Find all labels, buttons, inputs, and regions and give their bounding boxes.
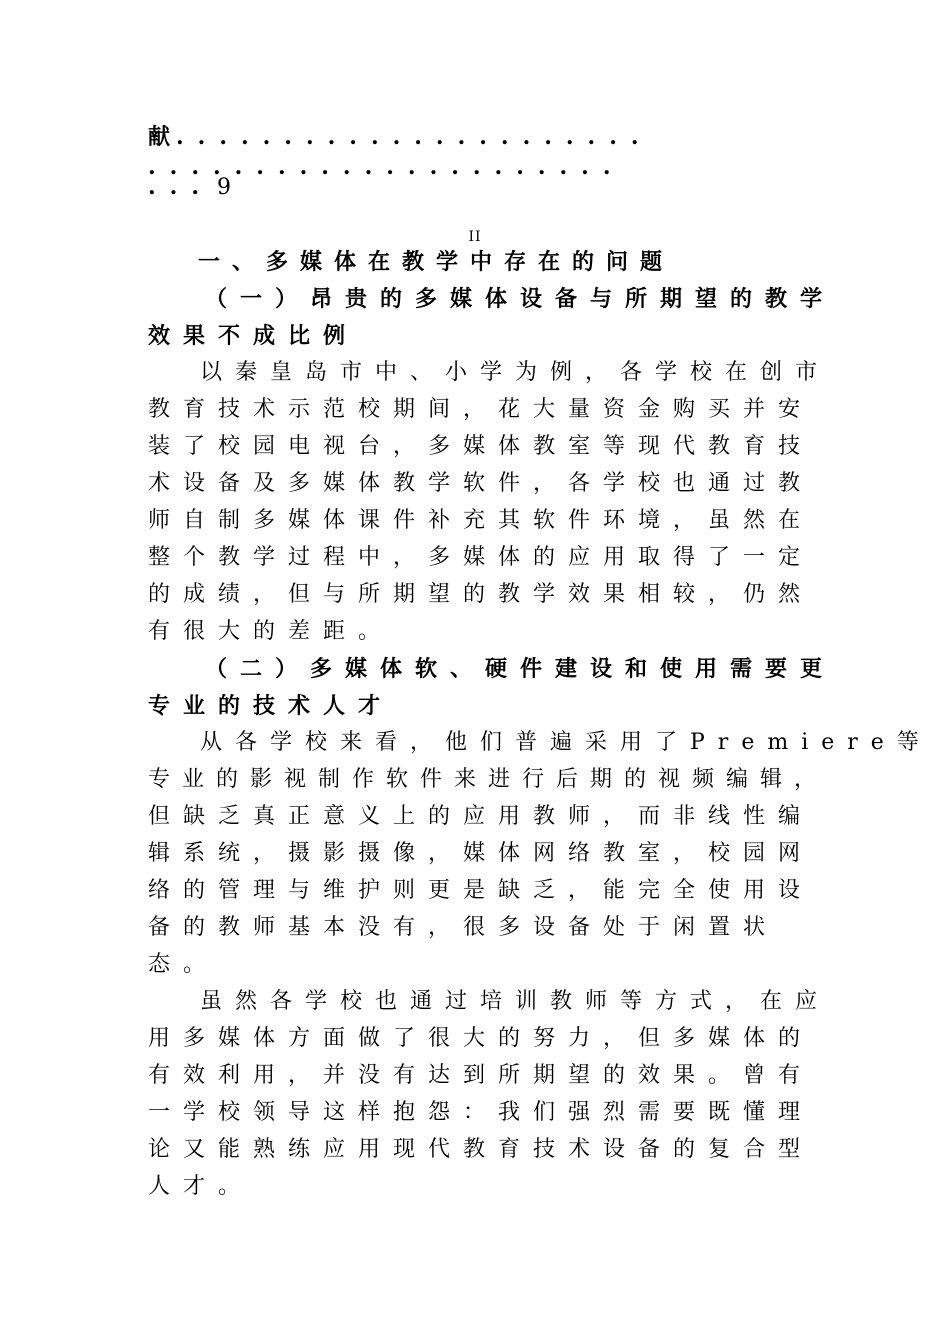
paragraph-line: 备的教师基本没有，很多设备处于闲置状 [148, 915, 779, 940]
paragraph-line: 人才。 [148, 1174, 254, 1199]
subsection-heading-2-line-1: （二）多媒体软、硬件建设和使用需要更 [205, 656, 836, 682]
toc-leader-dots: ... [148, 174, 213, 200]
subsection-heading-2-line-2: 专业的技术人才 [148, 693, 394, 719]
page-number: II [468, 229, 482, 245]
paragraph-line: 装了校园电视台，多媒体教室等现代教育技 [148, 434, 814, 459]
paragraph-line: 论又能熟练应用现代教育技术设备的复合型 [148, 1137, 814, 1162]
toc-page-number: 9 [216, 175, 231, 200]
toc-entry-line-3 [148, 172, 808, 203]
paragraph-line: 专业的影视制作软件来进行后期的视频编辑， [148, 767, 829, 792]
paragraph-line: 态。 [148, 952, 219, 977]
section-heading: 一、多媒体在教学中存在的问题 [198, 249, 675, 275]
paragraph-line: 的成绩，但与所期望的教学效果相较，仍然 [148, 582, 814, 607]
paragraph-line: 但缺乏真正意义上的应用教师，而非线性编 [148, 804, 814, 829]
toc-entry-title-tail: 献 [148, 124, 177, 150]
toc-entry-line-1 [148, 122, 808, 153]
paragraph-line: 整个教学过程中，多媒体的应用取得了一定 [148, 545, 814, 570]
paragraph-line: 有效利用，并没有达到所期望的效果。曾有 [148, 1063, 814, 1088]
paragraph-line: 师自制多媒体课件补充其软件环境，虽然在 [148, 508, 814, 533]
paragraph-line: 一学校领导这样抱怨：我们强烈需要既懂理 [148, 1100, 814, 1125]
toc-leader-dots: ...................... [148, 154, 625, 180]
paragraph-line: 辑系统，摄影摄像，媒体网络教室，校园网 [148, 841, 814, 866]
paragraph-line: 虽然各学校也通过培训教师等方式，在应 [200, 989, 831, 1014]
paragraph-line: 络的管理与维护则更是缺乏，能完全使用设 [148, 878, 814, 903]
subsection-heading-1-line-2: 效果不成比例 [148, 323, 359, 349]
subsection-heading-1-line-1: （一）昂贵的多媒体设备与所期望的教学 [205, 286, 836, 312]
paragraph-line: 有很大的差距。 [148, 619, 394, 644]
paragraph-line: 从各学校来看，他们普遍采用了Premiere等 [200, 730, 932, 755]
paragraph-line: 教育技术示范校期间，花大量资金购买并安 [148, 397, 814, 422]
paragraph-line: 以秦皇岛市中、小学为例，各学校在创市 [200, 360, 831, 385]
paragraph-line: 用多媒体方面做了很大的努力，但多媒体的 [148, 1026, 814, 1051]
paragraph-line: 术设备及多媒体教学软件，各学校也通过教 [148, 471, 814, 496]
toc-leader-dots: ...................... [176, 124, 653, 150]
